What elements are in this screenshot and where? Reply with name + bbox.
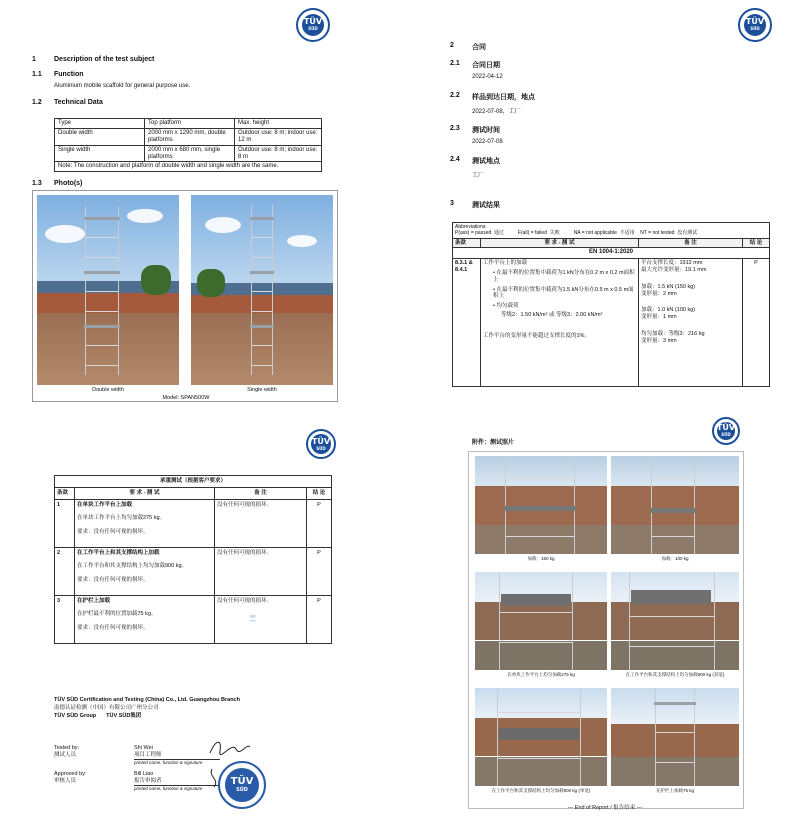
standard-label: EN 1004-1:2020 <box>453 248 770 259</box>
photo-caption: 在护栏上加载75 kg <box>655 788 694 793</box>
table-cell: 2000 mm x 680 mm, single platforms <box>145 145 235 162</box>
table-title: 承重测试（根据客户要求） <box>55 476 332 488</box>
remark-line: 变形量：3 mm <box>641 338 677 344</box>
table-note: Note: The construction and platform of double width and single width are the same. <box>55 162 322 172</box>
table-cell: Single width <box>55 145 145 162</box>
photo-caption: Single width <box>247 387 277 393</box>
table-cell: Double width <box>55 128 145 145</box>
requirement-cell <box>75 548 215 596</box>
requirement-text: 在护栏最不利的位置加载75 kg。 <box>77 611 157 618</box>
remark-cell: 没有任何可视的损坏。 <box>215 548 307 596</box>
remarks-cell <box>639 258 743 386</box>
edge-mark: ǁ ǀ <box>248 615 255 622</box>
requirement-text: 要求：没有任何可视的损坏。 <box>77 624 149 631</box>
requirement-text: 要求：没有任何可视的损坏。 <box>77 576 149 583</box>
remark-line: 最大允许变形量：19.1 mm <box>641 266 707 273</box>
uniform-load-text: 等级2：1.50 kN/m² 或 等级3：2.00 kN/m² <box>501 312 603 319</box>
load-test-table <box>54 475 332 644</box>
table-header-cell: 结 论 <box>307 488 332 500</box>
requirement-title: 在工作平台上和其支撑结构上加载 <box>77 550 160 557</box>
remark-cell: 没有任何可视的损坏。 <box>215 596 307 644</box>
table-title-row <box>55 476 332 488</box>
group-name: TÜV SÜD Group TÜV SÜD集团 <box>54 713 142 719</box>
section-1-1-heading: 1.1 Function <box>32 71 84 78</box>
result-cell: P <box>743 258 770 386</box>
table-header-row <box>453 238 770 248</box>
table-header-row <box>55 119 322 129</box>
clause-cell: 8.3.1 & 8.4.1 <box>453 258 481 386</box>
approved-by-label: Approved by: 审核人员 <box>54 771 87 784</box>
bullet-item: • 在最不利的位置集中载荷为1.5 kN分布在0.5 m x 0.5 m面积上 <box>493 286 634 300</box>
remark-cell: 没有任何可视的损坏。 <box>215 500 307 548</box>
row-number: 3 <box>55 596 75 644</box>
tester-signature <box>206 735 254 759</box>
table-header-cell: 条款 <box>55 488 75 500</box>
function-text: Aluminium mobile scaffold for general purpose use. <box>54 83 191 89</box>
requirement-text: 在单块工作平台上均匀加载275 kg。 <box>77 515 166 522</box>
test-photo <box>611 572 739 670</box>
table-header-cell: 结 论 <box>743 238 770 248</box>
section-1-heading: 1 Description of the test subject <box>32 56 155 63</box>
requirement-text: 在工作平台和其支撑结构上均匀加载900 kg。 <box>77 563 188 570</box>
report-page-1 <box>0 0 400 415</box>
table-row <box>55 596 332 644</box>
company-name-en: TÜV SÜD Certification and Testing (China) Co., Ltd. Guangzhou Branch <box>54 697 240 703</box>
table-header-row <box>55 488 332 500</box>
end-of-report: --- End of Report / 报告结束 --- <box>567 805 643 811</box>
test-date: 2022-07-08 <box>472 139 503 145</box>
table-header-cell: 条款 <box>453 238 481 248</box>
company-name-cn: 南德认证检测（中国）有限公司广州分公司 <box>54 705 159 711</box>
technical-data-table <box>54 118 322 172</box>
attachment-frame <box>468 451 744 809</box>
photo-caption: 在工作平台和其支撑结构上均匀加载900 kg (双宽) <box>625 672 725 677</box>
section-2-3-heading: 2.3 测试时间 <box>450 125 500 134</box>
tuv-sud-logo: TÜV SÜD <box>738 8 772 42</box>
tuv-sud-logo: TÜV SÜD <box>296 8 330 42</box>
standard-row <box>453 248 770 259</box>
remark-line: 变形量：2 mm <box>641 290 677 297</box>
abbreviation-row <box>453 223 770 239</box>
photo-caption: Double width <box>92 387 124 393</box>
table-header-cell: 要 求 - 测 试 <box>75 488 215 500</box>
photo-caption: 加载：100 kg <box>661 556 689 561</box>
bullet-item: • 均匀载荷 <box>493 303 519 310</box>
result-cell: P <box>307 548 332 596</box>
test-results-table <box>452 222 770 387</box>
table-cell: Outdoor use: 8 m; indoor use: 8 m <box>235 145 322 162</box>
test-photo <box>475 688 607 786</box>
requirement-title: 工作平台上的加载 <box>483 259 528 266</box>
requirement-title: 在护栏上加载 <box>77 598 111 605</box>
photo-caption: 加载：150 kg <box>527 556 555 561</box>
report-page-4 <box>400 415 800 830</box>
row-number: 1 <box>55 500 75 548</box>
table-note-row <box>55 162 322 172</box>
remark-line: 加载：1.5 kN (150 kg) <box>641 283 696 290</box>
test-photo <box>475 572 607 670</box>
table-header-cell: 备 注 <box>215 488 307 500</box>
requirement-cell <box>75 596 215 644</box>
table-row <box>453 258 770 386</box>
section-2-4-heading: 2.4 测试地点 <box>450 156 500 165</box>
tested-by-label: Tested by: 测试人员 <box>54 745 80 758</box>
deformation-text: 工作平台的变形量不能超过支撑长度的1%。 <box>483 333 590 339</box>
abbreviation-text: P(ass) = passed 通过 F(ail) = failed 失败 NA = not applicable 不适用 NT = not tested 没有测试 <box>455 230 698 237</box>
approver-info: Bill Liao 报告审阅者 printed name, function & signature <box>134 771 220 791</box>
test-photo <box>611 456 739 554</box>
table-header-cell: 备 注 <box>639 238 743 248</box>
model-caption: Model: SPAN500W <box>162 395 210 401</box>
scaffold-photo-single <box>191 195 333 385</box>
section-1-2-heading: 1.2 Technical Data <box>32 99 103 106</box>
test-photo <box>611 688 739 786</box>
section-3-heading: 3 测试结果 <box>450 200 500 209</box>
remark-line: 平台支撑长度：1912 mm <box>641 259 703 266</box>
table-header-cell: Top platform <box>145 119 235 129</box>
section-2-2-heading: 2.2 样品到达日期，地点 <box>450 92 535 101</box>
requirement-cell <box>481 258 639 386</box>
photo-caption: 在单块工作平台上均匀加载275 kg <box>507 672 575 677</box>
table-row <box>55 500 332 548</box>
test-location: 工厂 <box>472 173 485 179</box>
tester-info: Shi Wei 项目工程师 printed name, function & signature <box>134 745 220 765</box>
section-1-3-heading: 1.3 Photo(s) <box>32 180 83 187</box>
result-cell: P <box>307 500 332 548</box>
table-row <box>55 128 322 145</box>
scaffold-photo-double <box>37 195 179 385</box>
table-header-cell: Type <box>55 119 145 129</box>
contract-date: 2022-04-12 <box>472 74 503 80</box>
photo-frame <box>32 190 338 402</box>
table-cell: 2000 mm x 1290 mm, double platforms <box>145 128 235 145</box>
abbreviation-title: Abbreviations: <box>455 224 487 230</box>
remark-line: 均匀加载：等级3：216 kg <box>641 331 705 338</box>
bullet-item: • 在最不利的位置集中载荷为1 kN分布在0.2 m x 0.2 m面积上 <box>493 269 635 283</box>
remark-line: 加载：1.0 kN (100 kg) <box>641 307 696 314</box>
table-row <box>55 145 322 162</box>
test-photo <box>475 456 607 554</box>
requirement-text: 要求：没有任何可视的损坏。 <box>77 528 149 535</box>
remark-line: 变形量：1 mm <box>641 314 677 321</box>
requirement-title: 在单块工作平台上加载 <box>77 502 133 509</box>
row-number: 2 <box>55 548 75 596</box>
arrival-date: 2022-07-08，工厂 <box>472 109 521 115</box>
section-2-heading: 2 合同 <box>450 42 486 51</box>
requirement-cell <box>75 500 215 548</box>
section-2-1-heading: 2.1 合同日期 <box>450 60 500 69</box>
result-cell: P <box>307 596 332 644</box>
table-cell: Outdoor use: 8 m; indoor use: 12 m <box>235 128 322 145</box>
table-header-cell: Max. height <box>235 119 322 129</box>
tuv-sud-logo: TÜV SÜD <box>306 429 336 459</box>
table-header-cell: 要 求 - 测 试 <box>481 238 639 248</box>
tuv-sud-logo: TÜV SÜD <box>712 417 740 445</box>
tuv-sud-stamp: TÜV SÜD <box>218 761 266 809</box>
attachment-heading: 附件：测试照片 <box>472 440 515 446</box>
table-row <box>55 548 332 596</box>
photo-caption: 在工作平台和其支撑结构上均匀加载900 kg (单宽) <box>491 788 591 793</box>
